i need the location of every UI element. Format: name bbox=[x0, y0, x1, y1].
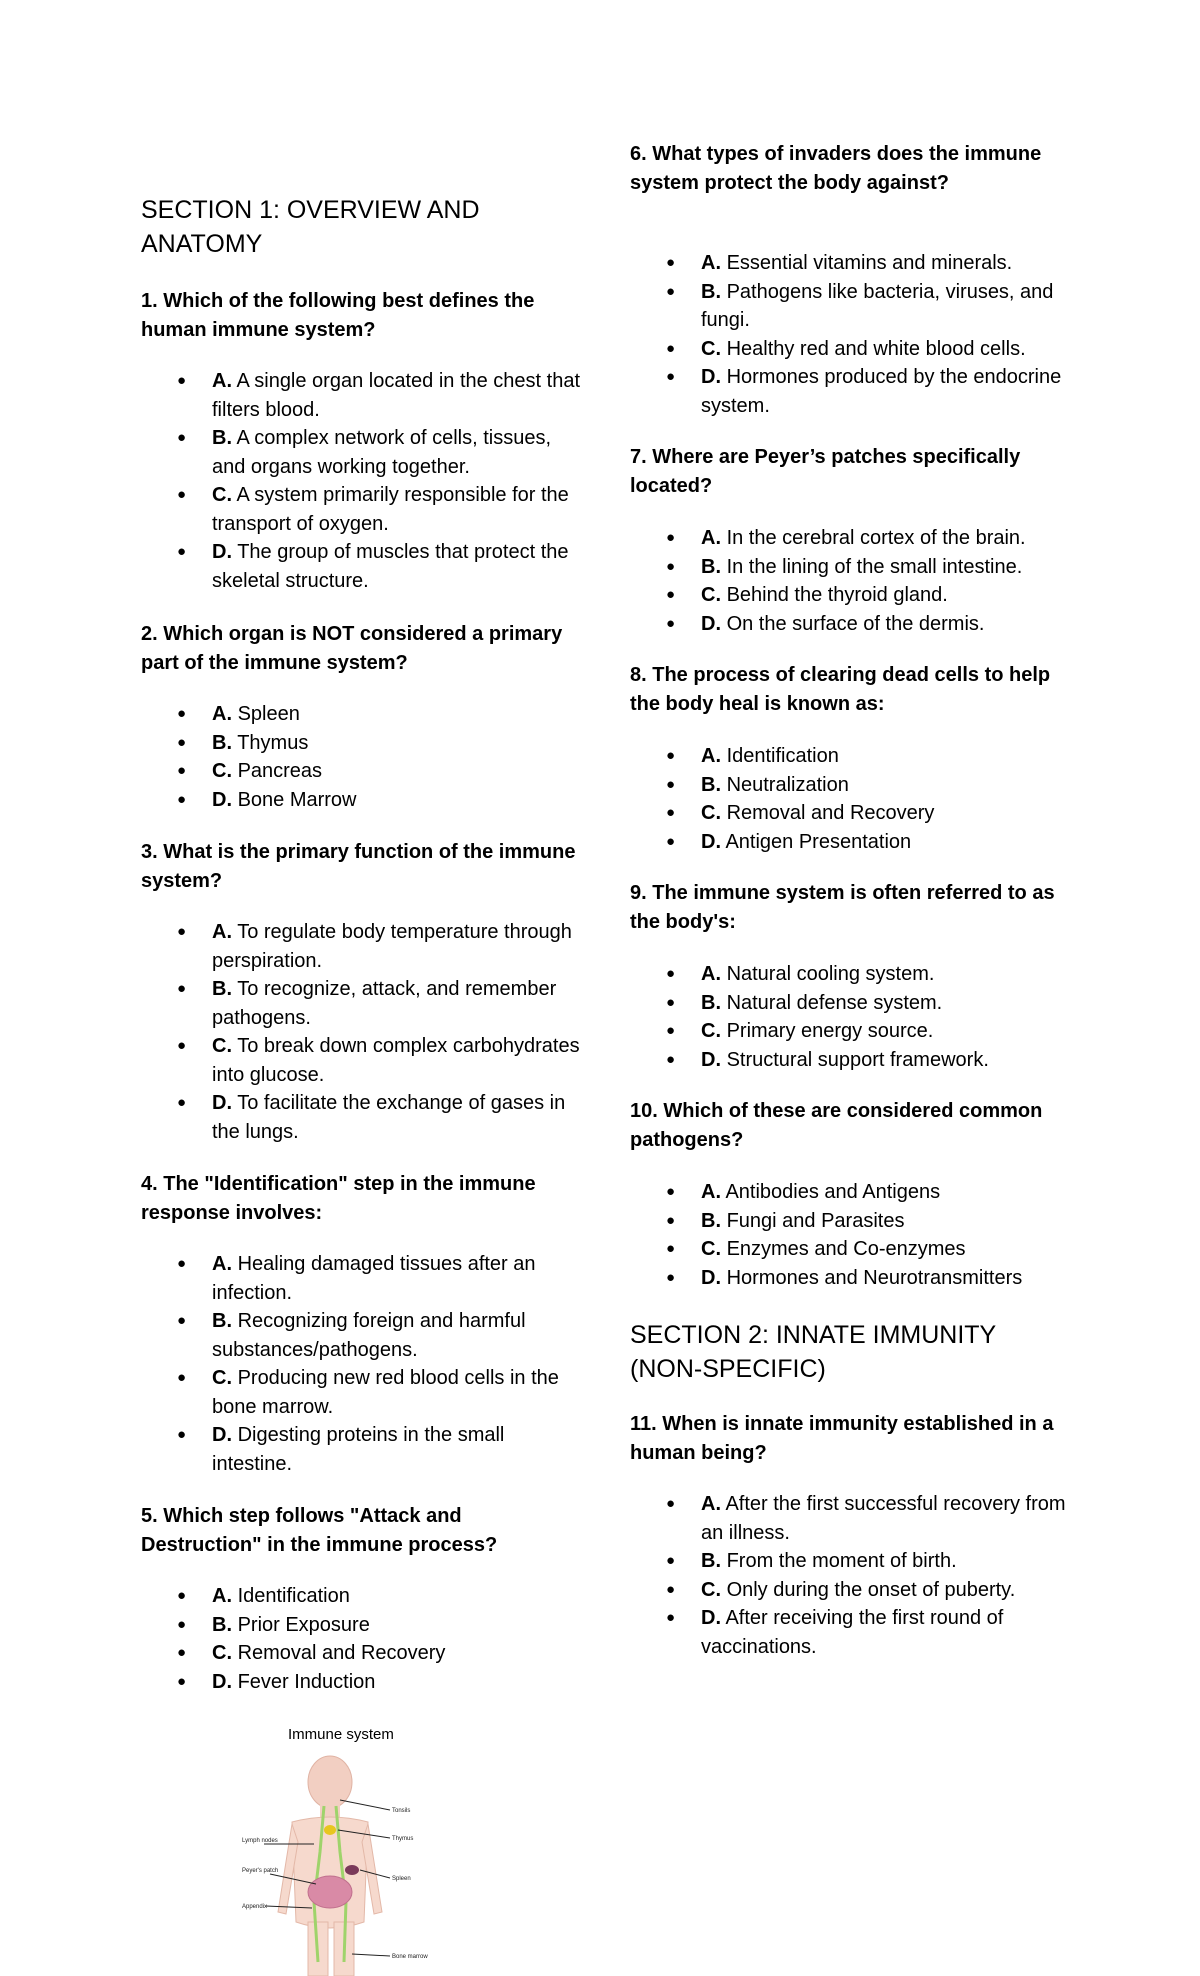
spleen-shape bbox=[345, 1865, 359, 1875]
option-b: ● B. Natural defense system. bbox=[630, 989, 989, 1018]
bullet-icon: ● bbox=[666, 747, 676, 764]
bullet-icon: ● bbox=[666, 1580, 676, 1598]
bullet-icon: ● bbox=[177, 980, 187, 997]
option-a: ● A. Healing damaged tissues after an infection. bbox=[141, 1250, 581, 1307]
option-a: ● A. After the first successful recovery from an illness. bbox=[630, 1490, 1070, 1547]
bullet-icon: ● bbox=[177, 1615, 187, 1633]
bullet-icon: ● bbox=[666, 775, 676, 793]
bullet-icon: ● bbox=[177, 1672, 187, 1690]
bullet-icon: ● bbox=[177, 1312, 187, 1329]
option-a: ● A. Identification bbox=[141, 1582, 445, 1611]
bullet-icon: ● bbox=[666, 1183, 676, 1200]
bullet-icon: ● bbox=[666, 557, 676, 575]
options-5 bbox=[141, 1582, 445, 1696]
bullet-icon: ● bbox=[666, 339, 676, 357]
bullet-icon: ● bbox=[666, 832, 676, 850]
option-a: ● A. A single organ located in the chest that filters blood. bbox=[141, 367, 581, 424]
option-c: ● C. To break down complex carbohydrates into glucose. bbox=[141, 1032, 581, 1089]
option-b: ● B. Pathogens like bacteria, viruses, and fungi. bbox=[630, 278, 1070, 335]
bullet-icon: ● bbox=[177, 1426, 187, 1443]
question-7: 7. Where are Peyer’s patches specifically located? bbox=[630, 446, 1021, 497]
immune-system-figure bbox=[240, 1722, 470, 1976]
option-d: ● D. Fever Induction bbox=[141, 1668, 445, 1697]
option-b: ● B. In the lining of the small intestine. bbox=[630, 553, 1026, 582]
option-d: ● D. Bone Marrow bbox=[141, 786, 357, 815]
options-2 bbox=[141, 700, 357, 814]
bullet-icon: ● bbox=[666, 993, 676, 1011]
label-peyers-patch: Peyer's patch bbox=[242, 1868, 279, 1874]
bullet-icon: ● bbox=[666, 614, 676, 632]
options-11 bbox=[630, 1490, 1070, 1661]
bullet-icon: ● bbox=[177, 372, 187, 389]
question-1: 1. Which of the following best defines the human immune system? bbox=[141, 290, 535, 341]
label-thymus: Thymus bbox=[392, 1836, 414, 1842]
option-d: ● D. Digesting proteins in the small intestine. bbox=[141, 1421, 581, 1478]
label-bone-marrow: Bone marrow bbox=[392, 1954, 428, 1960]
option-d: ● D. On the surface of the dermis. bbox=[630, 610, 1026, 639]
bullet-icon: ● bbox=[666, 368, 676, 385]
bullet-icon: ● bbox=[666, 1495, 676, 1512]
intestine-shape bbox=[308, 1876, 352, 1908]
option-d: ● D. Antigen Presentation bbox=[630, 828, 934, 857]
option-b: ● B. Thymus bbox=[141, 729, 357, 758]
option-c: ● C. A system primarily responsible for the transport of oxygen. bbox=[141, 481, 581, 538]
option-d: ● D. Hormones produced by the endocrine system. bbox=[630, 363, 1070, 420]
question-9: 9. The immune system is often referred to as the body's: bbox=[630, 882, 1055, 933]
bullet-icon: ● bbox=[666, 1211, 676, 1229]
section-title: SECTION 2: INNATE IMMUNITY (NON-SPECIFIC) bbox=[630, 1321, 996, 1383]
bullet-icon: ● bbox=[177, 1587, 187, 1604]
bullet-icon: ● bbox=[177, 762, 187, 779]
option-b: ● B. Neutralization bbox=[630, 771, 934, 800]
bullet-icon: ● bbox=[666, 282, 676, 300]
option-c: ● C. Producing new red blood cells in the bone marrow. bbox=[141, 1364, 581, 1421]
bullet-icon: ● bbox=[666, 1552, 676, 1569]
bullet-icon: ● bbox=[177, 543, 187, 560]
option-c: ● C. Only during the onset of puberty. bbox=[630, 1576, 1070, 1605]
options-1 bbox=[141, 367, 581, 595]
option-c: ● C. Removal and Recovery bbox=[630, 799, 934, 828]
label-tonsils: Tonsils bbox=[392, 1808, 411, 1814]
bullet-icon: ● bbox=[666, 586, 676, 603]
options-7 bbox=[630, 524, 1026, 638]
option-a: ● A. Natural cooling system. bbox=[630, 960, 989, 989]
bullet-icon: ● bbox=[666, 1609, 676, 1626]
bullet-icon: ● bbox=[177, 486, 187, 503]
option-c: ● C. Enzymes and Co-enzymes bbox=[630, 1235, 1022, 1264]
question-4: 4. The "Identification" step in the immune response involves: bbox=[141, 1173, 536, 1224]
option-d: ● D. After receiving the first round of vaccinations. bbox=[630, 1604, 1070, 1661]
bullet-icon: ● bbox=[177, 733, 187, 751]
options-3 bbox=[141, 918, 581, 1146]
bullet-icon: ● bbox=[177, 923, 187, 940]
option-c: ● C. Removal and Recovery bbox=[141, 1639, 445, 1668]
bullet-icon: ● bbox=[177, 1255, 187, 1272]
question-2: 2. Which organ is NOT considered a primary part of the immune system? bbox=[141, 623, 563, 674]
options-10 bbox=[630, 1178, 1022, 1292]
bullet-icon: ● bbox=[177, 1644, 187, 1661]
bullet-icon: ● bbox=[666, 804, 676, 821]
question-10: 10. Which of these are considered common pathogens? bbox=[630, 1100, 1043, 1151]
option-a: ● A. In the cerebral cortex of the brain. bbox=[630, 524, 1026, 553]
option-a: ● A. Identification bbox=[630, 742, 934, 771]
option-d: ● D. The group of muscles that protect the skeletal structure. bbox=[141, 538, 581, 595]
option-b: ● B. Recognizing foreign and harmful substances/pathogens. bbox=[141, 1307, 581, 1364]
bullet-icon: ● bbox=[177, 1094, 187, 1111]
label-appendix: Appendix bbox=[242, 1904, 268, 1910]
question-6: 6. What types of invaders does the immune system protect the body against? bbox=[630, 143, 1042, 194]
bullet-icon: ● bbox=[666, 1240, 676, 1257]
label-lymph-nodes: Lymph nodes bbox=[242, 1838, 278, 1844]
option-b: ● B. To recognize, attack, and remember pathogens. bbox=[141, 975, 581, 1032]
option-c: ● C. Behind the thyroid gland. bbox=[630, 581, 1026, 610]
options-4 bbox=[141, 1250, 581, 1478]
option-c: ● C. Primary energy source. bbox=[630, 1017, 989, 1046]
options-6 bbox=[630, 249, 1070, 420]
option-b: ● B. Fungi and Parasites bbox=[630, 1207, 1022, 1236]
figure-title: Immune system bbox=[288, 1726, 394, 1743]
option-d: ● D. Hormones and Neurotransmitters bbox=[630, 1264, 1022, 1293]
question-8: 8. The process of clearing dead cells to help the body heal is known as: bbox=[630, 664, 1051, 715]
option-a: ● A. Spleen bbox=[141, 700, 357, 729]
question-11: 11. When is innate immunity established in a human being? bbox=[630, 1413, 1054, 1464]
options-8 bbox=[630, 742, 934, 856]
option-d: ● D. To facilitate the exchange of gases in the lungs. bbox=[141, 1089, 581, 1146]
question-3: 3. What is the primary function of the immune system? bbox=[141, 841, 576, 892]
thymus-shape bbox=[324, 1825, 336, 1835]
option-b: ● B. A complex network of cells, tissues, and organs working together. bbox=[141, 424, 581, 481]
bullet-icon: ● bbox=[666, 254, 676, 271]
bullet-icon: ● bbox=[666, 1268, 676, 1286]
options-9 bbox=[630, 960, 989, 1074]
body-diagram bbox=[240, 1722, 470, 1976]
bullet-icon: ● bbox=[666, 1022, 676, 1039]
option-d: ● D. Structural support framework. bbox=[630, 1046, 989, 1075]
bullet-icon: ● bbox=[177, 1037, 187, 1054]
option-a: ● A. Essential vitamins and minerals. bbox=[630, 249, 1070, 278]
bullet-icon: ● bbox=[666, 1050, 676, 1068]
option-a: ● A. Antibodies and Antigens bbox=[630, 1178, 1022, 1207]
bullet-icon: ● bbox=[177, 705, 187, 722]
bullet-icon: ● bbox=[177, 790, 187, 808]
question-5: 5. Which step follows "Attack and Destruction" in the immune process? bbox=[141, 1505, 498, 1556]
option-c: ● C. Pancreas bbox=[141, 757, 357, 786]
section-title: SECTION 1: OVERVIEW AND ANATOMY bbox=[141, 196, 480, 258]
bullet-icon: ● bbox=[666, 965, 676, 982]
bullet-icon: ● bbox=[177, 1369, 187, 1386]
head-shape bbox=[308, 1756, 352, 1808]
option-b: ● B. From the moment of birth. bbox=[630, 1547, 1070, 1576]
label-spleen: Spleen bbox=[392, 1876, 411, 1882]
bullet-icon: ● bbox=[177, 429, 187, 446]
option-a: ● A. To regulate body temperature through perspiration. bbox=[141, 918, 581, 975]
option-b: ● B. Prior Exposure bbox=[141, 1611, 445, 1640]
bullet-icon: ● bbox=[666, 529, 676, 546]
option-c: ● C. Healthy red and white blood cells. bbox=[630, 335, 1070, 364]
